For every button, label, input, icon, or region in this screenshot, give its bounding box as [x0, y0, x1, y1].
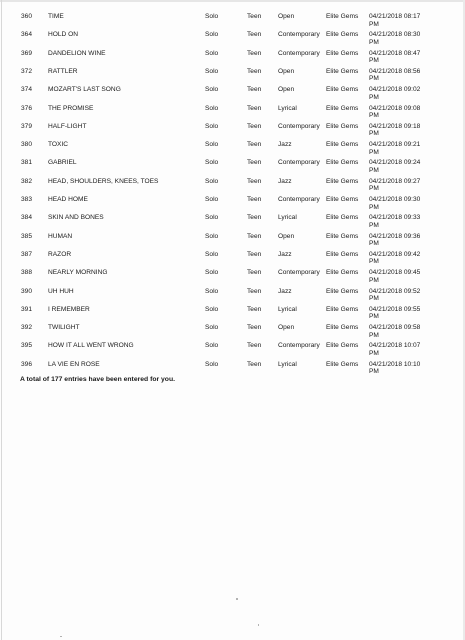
entry-studio: Elite Gems: [326, 360, 359, 368]
entry-row: [0, 68, 465, 88]
entry-age-division: Teen: [247, 305, 262, 313]
entry-title: HUMAN: [48, 232, 73, 240]
page-edge-top: [0, 0, 465, 2]
entry-category: Jazz: [278, 287, 292, 295]
entry-studio: Elite Gems: [326, 86, 359, 94]
entry-number: 388: [21, 269, 33, 277]
entry-category: Contemporary: [278, 31, 320, 39]
entry-studio: Elite Gems: [326, 67, 359, 75]
entry-number: 372: [21, 67, 33, 75]
entry-studio: Elite Gems: [326, 269, 359, 277]
entry-type: Solo: [205, 287, 219, 295]
entry-type: Solo: [205, 360, 219, 368]
entry-studio: Elite Gems: [326, 141, 359, 149]
entry-row: [0, 159, 465, 179]
entry-studio: Elite Gems: [326, 122, 359, 130]
entry-title: I REMEMBER: [48, 305, 90, 313]
entry-studio: Elite Gems: [326, 305, 359, 313]
entry-age-division: Teen: [247, 104, 262, 112]
entry-number: 379: [21, 122, 33, 130]
entry-title: RATTLER: [48, 67, 78, 75]
entry-type: Solo: [205, 104, 219, 112]
entry-category: Contemporary: [278, 269, 320, 277]
entry-time: 04/21/2018 09:21 PM: [369, 141, 421, 156]
entry-row: [0, 13, 465, 33]
entry-age-division: Teen: [247, 250, 262, 258]
entry-category: Contemporary: [278, 159, 320, 167]
entry-row: [0, 251, 465, 271]
entry-age-division: Teen: [247, 122, 262, 130]
entry-category: Contemporary: [278, 122, 320, 130]
entry-row: [0, 178, 465, 198]
entry-time: 04/21/2018 09:02 PM: [369, 86, 421, 101]
entry-type: Solo: [205, 177, 219, 185]
entry-time: 04/21/2018 08:17 PM: [369, 13, 421, 28]
entry-title: DANDELION WINE: [48, 49, 106, 57]
entry-number: 396: [21, 360, 33, 368]
entry-studio: Elite Gems: [326, 104, 359, 112]
entry-age-division: Teen: [247, 159, 262, 167]
entry-type: Solo: [205, 31, 219, 39]
entry-type: Solo: [205, 122, 219, 130]
entry-number: 385: [21, 232, 33, 240]
entry-type: Solo: [205, 269, 219, 277]
entry-title: RAZOR: [48, 250, 72, 258]
entry-type: Solo: [205, 141, 219, 149]
entry-age-division: Teen: [247, 214, 262, 222]
entries-total-summary: A total of 177 entries have been entered for you.: [20, 376, 175, 383]
entry-category: Open: [278, 67, 295, 75]
entry-time: 04/21/2018 09:30 PM: [369, 196, 421, 211]
entry-category: Open: [278, 13, 295, 20]
entry-row: [0, 123, 465, 143]
entry-category: Open: [278, 232, 295, 240]
entry-row: [0, 196, 465, 216]
entry-time: 04/21/2018 09:27 PM: [369, 177, 421, 193]
entry-number: 392: [21, 324, 33, 332]
entry-time: 04/21/2018 09:18 PM: [369, 122, 421, 138]
entry-row: [0, 233, 465, 253]
entry-age-division: Teen: [247, 196, 262, 203]
entry-age-division: Teen: [247, 360, 262, 368]
entry-age-division: Teen: [247, 232, 262, 240]
entry-type: Solo: [205, 86, 219, 94]
entry-type: Solo: [205, 305, 219, 313]
entry-time: 04/21/2018 08:30 PM: [369, 31, 421, 46]
entry-studio: Elite Gems: [326, 159, 359, 167]
entry-title: HEAD, SHOULDERS, KNEES, TOES: [48, 177, 159, 185]
entry-time: 04/21/2018 08:56 PM: [369, 67, 421, 83]
entry-title: NEARLY MORNING: [48, 269, 108, 277]
entry-type: Solo: [205, 67, 219, 75]
entry-age-division: Teen: [247, 31, 262, 39]
entry-row: [0, 214, 465, 234]
entry-number: 390: [21, 287, 33, 295]
scan-speck: [236, 598, 238, 600]
entry-studio: Elite Gems: [326, 287, 359, 295]
entry-age-division: Teen: [247, 177, 262, 185]
entry-studio: Elite Gems: [326, 342, 359, 350]
entry-number: 391: [21, 305, 33, 313]
entry-category: Lyrical: [278, 305, 297, 313]
entry-age-division: Teen: [247, 287, 262, 295]
entry-number: 364: [21, 31, 33, 39]
entry-category: Lyrical: [278, 360, 297, 368]
entry-title: HOLD ON: [48, 31, 79, 39]
entry-category: Jazz: [278, 177, 292, 185]
entry-time: 04/21/2018 09:45 PM: [369, 269, 421, 284]
entry-row: [0, 269, 465, 289]
entry-title: HOW IT ALL WENT WRONG: [48, 342, 134, 350]
entry-title: SKIN AND BONES: [48, 214, 104, 222]
entry-row: [0, 86, 465, 106]
scan-speck: [60, 636, 62, 637]
entry-category: Lyrical: [278, 104, 297, 112]
entry-type: Solo: [205, 196, 219, 203]
entry-time: 04/21/2018 09:42 PM: [369, 250, 421, 266]
entry-studio: Elite Gems: [326, 13, 359, 20]
entry-studio: Elite Gems: [326, 232, 359, 240]
entry-row: [0, 141, 465, 161]
entry-type: Solo: [205, 250, 219, 258]
entry-category: Jazz: [278, 250, 292, 258]
entry-category: Contemporary: [278, 196, 320, 203]
entry-row: [0, 324, 465, 344]
entry-number: 383: [21, 196, 33, 203]
scan-speck: [258, 624, 259, 626]
entry-type: Solo: [205, 342, 219, 350]
entry-row: [0, 105, 465, 125]
entry-row: [0, 342, 465, 362]
entry-age-division: Teen: [247, 342, 262, 350]
entry-time: 04/21/2018 09:58 PM: [369, 324, 421, 339]
entry-category: Lyrical: [278, 214, 297, 222]
entry-type: Solo: [205, 159, 219, 167]
entry-type: Solo: [205, 324, 219, 332]
entry-age-division: Teen: [247, 269, 262, 277]
entry-row: [0, 50, 465, 70]
entry-number: 384: [21, 214, 33, 222]
entry-time: 04/21/2018 10:07 PM: [369, 342, 421, 357]
entry-age-division: Teen: [247, 67, 262, 75]
entry-studio: Elite Gems: [326, 49, 359, 57]
entry-time: 04/21/2018 09:33 PM: [369, 214, 421, 229]
entry-time: 04/21/2018 09:08 PM: [369, 104, 421, 120]
entry-category: Contemporary: [278, 49, 320, 57]
entry-age-division: Teen: [247, 49, 262, 57]
entry-studio: Elite Gems: [326, 214, 359, 222]
entry-title: TIME: [48, 13, 64, 20]
entry-title: TWILIGHT: [48, 324, 80, 332]
entry-studio: Elite Gems: [326, 31, 359, 39]
entry-studio: Elite Gems: [326, 196, 359, 203]
entry-time: 04/21/2018 09:52 PM: [369, 287, 421, 303]
entry-type: Solo: [205, 49, 219, 57]
entry-number: 374: [21, 86, 33, 94]
entry-title: MOZART'S LAST SONG: [48, 86, 121, 94]
entry-number: 360: [21, 13, 33, 20]
entry-number: 380: [21, 141, 33, 149]
entry-time: 04/21/2018 08:47 PM: [369, 49, 421, 65]
entry-type: Solo: [205, 232, 219, 240]
entry-studio: Elite Gems: [326, 250, 359, 258]
entry-number: 376: [21, 104, 33, 112]
entry-title: UH HUH: [48, 287, 74, 295]
entry-row: [0, 31, 465, 51]
entry-type: Solo: [205, 214, 219, 222]
entry-age-division: Teen: [247, 324, 262, 332]
entry-title: GABRIEL: [48, 159, 77, 167]
entry-number: 395: [21, 342, 33, 350]
entry-time: 04/21/2018 10:10 PM: [369, 360, 421, 376]
entry-number: 369: [21, 49, 33, 57]
entry-age-division: Teen: [247, 86, 262, 94]
entry-category: Open: [278, 86, 295, 94]
entry-title: THE PROMISE: [48, 104, 94, 112]
entry-age-division: Teen: [247, 141, 262, 149]
entry-title: LA VIE EN ROSE: [48, 360, 100, 368]
entry-row: [0, 306, 465, 326]
entry-time: 04/21/2018 09:36 PM: [369, 232, 421, 248]
entry-age-division: Teen: [247, 13, 262, 20]
entry-number: 387: [21, 250, 33, 258]
entry-number: 381: [21, 159, 33, 167]
entry-title: TOXIC: [48, 141, 69, 149]
entry-title: HALF-LIGHT: [48, 122, 87, 130]
entry-time: 04/21/2018 09:24 PM: [369, 159, 421, 174]
entry-title: HEAD HOME: [48, 196, 88, 203]
entry-type: Solo: [205, 13, 219, 20]
entry-time: 04/21/2018 09:55 PM: [369, 305, 421, 321]
entry-number: 382: [21, 177, 33, 185]
entry-studio: Elite Gems: [326, 324, 359, 332]
entry-studio: Elite Gems: [326, 177, 359, 185]
entry-row: [0, 288, 465, 308]
entry-category: Open: [278, 324, 295, 332]
entry-category: Jazz: [278, 141, 292, 149]
entry-category: Contemporary: [278, 342, 320, 350]
